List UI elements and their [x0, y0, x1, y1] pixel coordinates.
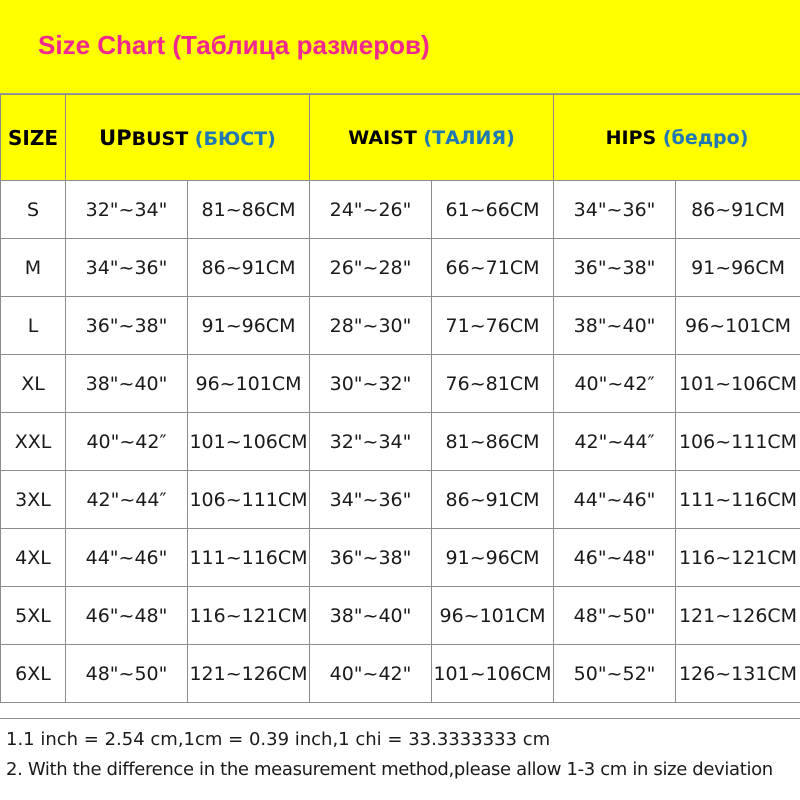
hips-inch-cell: 38"~40"	[554, 297, 676, 355]
size-cell: XL	[1, 355, 66, 413]
size-column-header: SIZE	[1, 95, 66, 181]
bust-cm-cell: 86~91CM	[188, 239, 310, 297]
hips-header-label: HIPS	[605, 126, 657, 149]
hips-inch-cell: 36"~38"	[554, 239, 676, 297]
size-cell: 6XL	[1, 645, 66, 703]
waist-inch-cell: 30"~32"	[310, 355, 432, 413]
bust-inch-cell: 36"~38"	[66, 297, 188, 355]
bust-cm-cell: 106~111CM	[188, 471, 310, 529]
waist-inch-cell: 32"~34"	[310, 413, 432, 471]
waist-cm-cell: 91~96CM	[432, 529, 554, 587]
table-header-row	[1, 95, 800, 181]
table-row	[1, 645, 800, 703]
size-cell: M	[1, 239, 66, 297]
table-row	[1, 413, 800, 471]
hips-cm-cell: 106~111CM	[676, 413, 800, 471]
size-cell: XXL	[1, 413, 66, 471]
bust-cm-cell: 101~106CM	[188, 413, 310, 471]
bust-inch-cell: 38"~40"	[66, 355, 188, 413]
bust-cm-cell: 91~96CM	[188, 297, 310, 355]
hips-cm-cell: 96~101CM	[676, 297, 800, 355]
waist-header-sublabel: (ТАЛИЯ)	[423, 126, 515, 149]
waist-cm-cell: 66~71CM	[432, 239, 554, 297]
hips-cm-cell: 111~116CM	[676, 471, 800, 529]
size-cell: 5XL	[1, 587, 66, 645]
bust-inch-cell: 40"~42″	[66, 413, 188, 471]
upbust-column-header	[66, 95, 310, 181]
bust-inch-cell: 34"~36"	[66, 239, 188, 297]
bust-inch-cell: 42"~44″	[66, 471, 188, 529]
hips-cm-cell: 121~126CM	[676, 587, 800, 645]
hips-inch-cell: 44"~46"	[554, 471, 676, 529]
table-row	[1, 239, 800, 297]
waist-column-header	[310, 95, 554, 181]
hips-cm-cell: 86~91CM	[676, 181, 800, 239]
waist-inch-cell: 28"~30"	[310, 297, 432, 355]
waist-cm-cell: 86~91CM	[432, 471, 554, 529]
size-chart-table	[0, 94, 800, 703]
hips-inch-cell: 46"~48"	[554, 529, 676, 587]
bust-cm-cell: 81~86CM	[188, 181, 310, 239]
waist-cm-cell: 71~76CM	[432, 297, 554, 355]
waist-inch-cell: 36"~38"	[310, 529, 432, 587]
waist-cm-cell: 96~101CM	[432, 587, 554, 645]
table-row	[1, 297, 800, 355]
hips-inch-cell: 34"~36"	[554, 181, 676, 239]
title-bar	[0, 0, 800, 94]
size-table-body	[1, 181, 800, 703]
waist-cm-cell: 61~66CM	[432, 181, 554, 239]
notes-section	[0, 718, 800, 800]
upbust-header-label: BUST	[131, 127, 189, 150]
table-row	[1, 181, 800, 239]
size-cell: 3XL	[1, 471, 66, 529]
page-title: Size Chart (Таблица размеров)	[38, 30, 430, 60]
waist-inch-cell: 26"~28"	[310, 239, 432, 297]
table-row	[1, 471, 800, 529]
hips-cm-cell: 116~121CM	[676, 529, 800, 587]
waist-cm-cell: 76~81CM	[432, 355, 554, 413]
hips-inch-cell: 48"~50"	[554, 587, 676, 645]
bust-cm-cell: 116~121CM	[188, 587, 310, 645]
note-conversion: 1.1 inch = 2.54 cm,1cm = 0.39 inch,1 chi = 33.3333333 cm	[6, 729, 551, 750]
size-cell: L	[1, 297, 66, 355]
size-cell: S	[1, 181, 66, 239]
hips-cm-cell: 91~96CM	[676, 239, 800, 297]
table-row	[1, 355, 800, 413]
bust-cm-cell: 111~116CM	[188, 529, 310, 587]
waist-inch-cell: 34"~36"	[310, 471, 432, 529]
hips-inch-cell: 40"~42″	[554, 355, 676, 413]
waist-inch-cell: 24"~26"	[310, 181, 432, 239]
waist-header-label: WAIST	[348, 126, 417, 149]
waist-cm-cell: 101~106CM	[432, 645, 554, 703]
bust-inch-cell: 48"~50"	[66, 645, 188, 703]
hips-cm-cell: 101~106CM	[676, 355, 800, 413]
hips-cm-cell: 126~131CM	[676, 645, 800, 703]
size-cell: 4XL	[1, 529, 66, 587]
bust-inch-cell: 32"~34"	[66, 181, 188, 239]
bust-inch-cell: 44"~46"	[66, 529, 188, 587]
table-row	[1, 529, 800, 587]
table-row	[1, 587, 800, 645]
hips-inch-cell: 42"~44″	[554, 413, 676, 471]
waist-inch-cell: 38"~40"	[310, 587, 432, 645]
upbust-header-lead: UP	[99, 125, 132, 150]
bust-cm-cell: 121~126CM	[188, 645, 310, 703]
upbust-header-sublabel: (БЮСТ)	[194, 127, 276, 150]
hips-inch-cell: 50"~52"	[554, 645, 676, 703]
bust-cm-cell: 96~101CM	[188, 355, 310, 413]
hips-column-header	[554, 95, 800, 181]
note-deviation: 2. With the difference in the measurement method,please allow 1-3 cm in size deviation	[6, 759, 773, 780]
waist-cm-cell: 81~86CM	[432, 413, 554, 471]
bust-inch-cell: 46"~48"	[66, 587, 188, 645]
hips-header-sublabel: (бедро)	[662, 126, 749, 149]
waist-inch-cell: 40"~42"	[310, 645, 432, 703]
